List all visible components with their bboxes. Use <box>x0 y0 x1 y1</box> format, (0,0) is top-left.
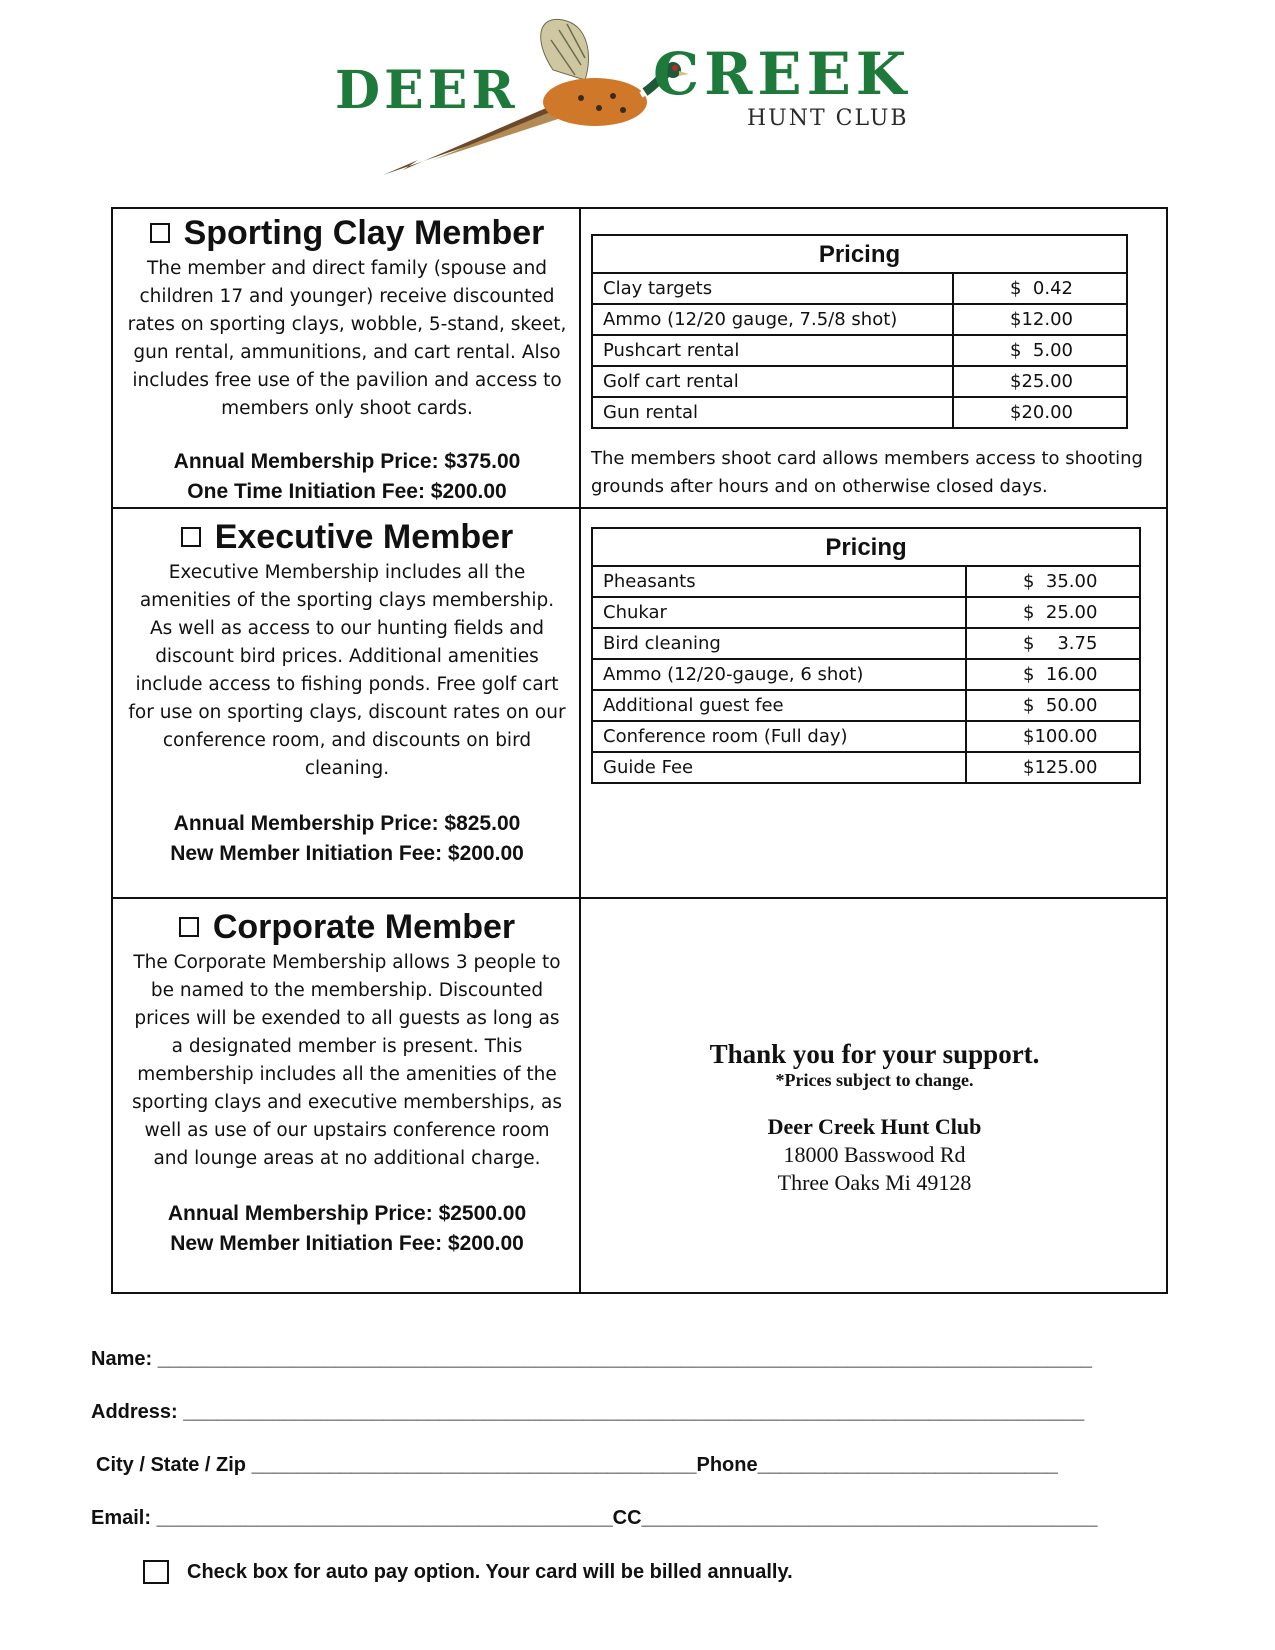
price-item: Gun rental <box>593 398 954 427</box>
price-item: Clay targets <box>593 274 954 303</box>
price-value: $12.00 <box>1010 309 1073 330</box>
corporate-initiation-fee: New Member Initiation Fee: $200.00 <box>170 1232 524 1255</box>
price-value: $125.00 <box>1023 757 1098 778</box>
executive-checkbox[interactable] <box>181 527 201 547</box>
price-item: Bird cleaning <box>593 629 967 658</box>
table-row <box>593 660 1139 691</box>
price-value: $25.00 <box>1010 371 1073 392</box>
row-divider <box>113 507 1166 509</box>
shoot-card-note: The members shoot card allows members access to shooting grounds after hours and on otherwise closed days. <box>591 448 1143 497</box>
sporting-clay-description: The member and direct family (spouse and children 17 and younger) receive discounted rates on sporting clays, wobble, 5-stand, skeet, gun rental, ammunitions, and cart rental. Also includes free use of the pavilion and access to members only shoot cards. <box>127 258 567 419</box>
price-value: $20.00 <box>1010 402 1073 423</box>
autopay-option <box>143 1560 793 1584</box>
price-value: $ 0.42 <box>1010 278 1073 299</box>
corporate-section <box>121 907 573 1259</box>
executive-description: Executive Membership includes all the amenities of the sporting clays membership. As well as access to our hunting fields and discount bird prices. Additional amenities include access to fishing ponds. Free golf cart for use on sporting clays, discount rates on our conference room, and discounts on bird cleaning. <box>128 562 566 779</box>
table-row <box>593 398 1126 427</box>
table-row <box>593 753 1139 782</box>
city-state-zip-phone-field[interactable]: City / State / Zip ________________________________________Phone___________________________ <box>96 1454 1058 1476</box>
club-name: Deer Creek Hunt Club <box>767 1114 982 1139</box>
corporate-checkbox[interactable] <box>179 917 199 937</box>
member-title-label: Corporate Member <box>212 908 516 946</box>
logo-tagline: HUNT CLUB <box>747 106 909 131</box>
thank-you-block <box>581 1039 1168 1197</box>
corporate-annual-price: Annual Membership Price: $2500.00 <box>167 1202 527 1225</box>
price-item: Ammo (12/20-gauge, 6 shot) <box>593 660 967 689</box>
price-value: $100.00 <box>1023 726 1098 747</box>
price-item: Conference room (Full day) <box>593 722 967 751</box>
executive-annual-price: Annual Membership Price: $825.00 <box>173 812 521 835</box>
corporate-description: The Corporate Membership allows 3 people to be named to the membership. Discounted prices will be exended to all guests as long as a designated member is present. This membership includes all the amenities of the sporting clays and executive memberships, as well as use of our upstairs conference room and lounge areas at no additional charge. <box>132 952 562 1169</box>
club-city: Three Oaks Mi 49128 <box>777 1170 972 1195</box>
pricing-header: Pricing <box>593 236 1126 274</box>
price-value: $ 3.75 <box>1023 633 1098 654</box>
sporting-clay-checkbox[interactable] <box>150 223 170 243</box>
price-item: Pushcart rental <box>593 336 954 365</box>
sporting-clay-pricing-table <box>591 234 1128 429</box>
executive-title <box>121 517 573 557</box>
table-row <box>593 305 1126 336</box>
corporate-title <box>121 907 573 947</box>
logo-word-creek: CREEK <box>653 40 912 108</box>
address-field[interactable]: Address: _________________________________________________________________________________ <box>91 1401 1085 1423</box>
thank-you-message: Thank you for your support. <box>709 1039 1040 1069</box>
price-value: $ 25.00 <box>1023 602 1098 623</box>
member-title-label: Executive Member <box>214 518 514 556</box>
price-item: Pheasants <box>593 567 967 596</box>
price-item: Guide Fee <box>593 753 967 782</box>
club-street: 18000 Basswood Rd <box>783 1142 966 1167</box>
member-title-label: Sporting Clay Member <box>183 214 545 252</box>
pricing-header: Pricing <box>593 529 1139 567</box>
price-value: $ 35.00 <box>1023 571 1098 592</box>
table-row <box>593 691 1139 722</box>
executive-initiation-fee: New Member Initiation Fee: $200.00 <box>170 842 524 865</box>
name-field[interactable]: Name: ____________________________________________________________________________________ <box>91 1348 1093 1370</box>
membership-grid <box>111 207 1168 1294</box>
price-value: $ 50.00 <box>1023 695 1098 716</box>
sporting-clay-annual-price: Annual Membership Price: $375.00 <box>173 450 521 473</box>
email-cc-field[interactable]: Email: _________________________________________CC_________________________________________ <box>91 1507 1098 1529</box>
price-item: Additional guest fee <box>593 691 967 720</box>
executive-section <box>121 517 573 869</box>
price-value: $ 16.00 <box>1023 664 1098 685</box>
autopay-checkbox[interactable] <box>143 1560 169 1584</box>
table-row <box>593 598 1139 629</box>
club-logo <box>323 10 945 180</box>
price-item: Ammo (12/20 gauge, 7.5/8 shot) <box>593 305 954 334</box>
sporting-clay-initiation-fee: One Time Initiation Fee: $200.00 <box>187 480 507 503</box>
autopay-label: Check box for auto pay option. Your card will be billed annually. <box>187 1560 793 1583</box>
sporting-clay-section <box>121 213 573 507</box>
price-item: Golf cart rental <box>593 367 954 396</box>
table-row <box>593 567 1139 598</box>
price-item: Chukar <box>593 598 967 627</box>
executive-pricing-table <box>591 527 1141 784</box>
table-row <box>593 722 1139 753</box>
row-divider <box>113 897 1166 899</box>
table-row <box>593 274 1126 305</box>
sporting-clay-title <box>121 213 573 253</box>
table-row <box>593 336 1126 367</box>
logo-word-deer: DEER <box>335 60 519 121</box>
table-row <box>593 629 1139 660</box>
price-disclaimer: *Prices subject to change. <box>775 1070 974 1090</box>
price-value: $ 5.00 <box>1010 340 1073 361</box>
table-row <box>593 367 1126 398</box>
